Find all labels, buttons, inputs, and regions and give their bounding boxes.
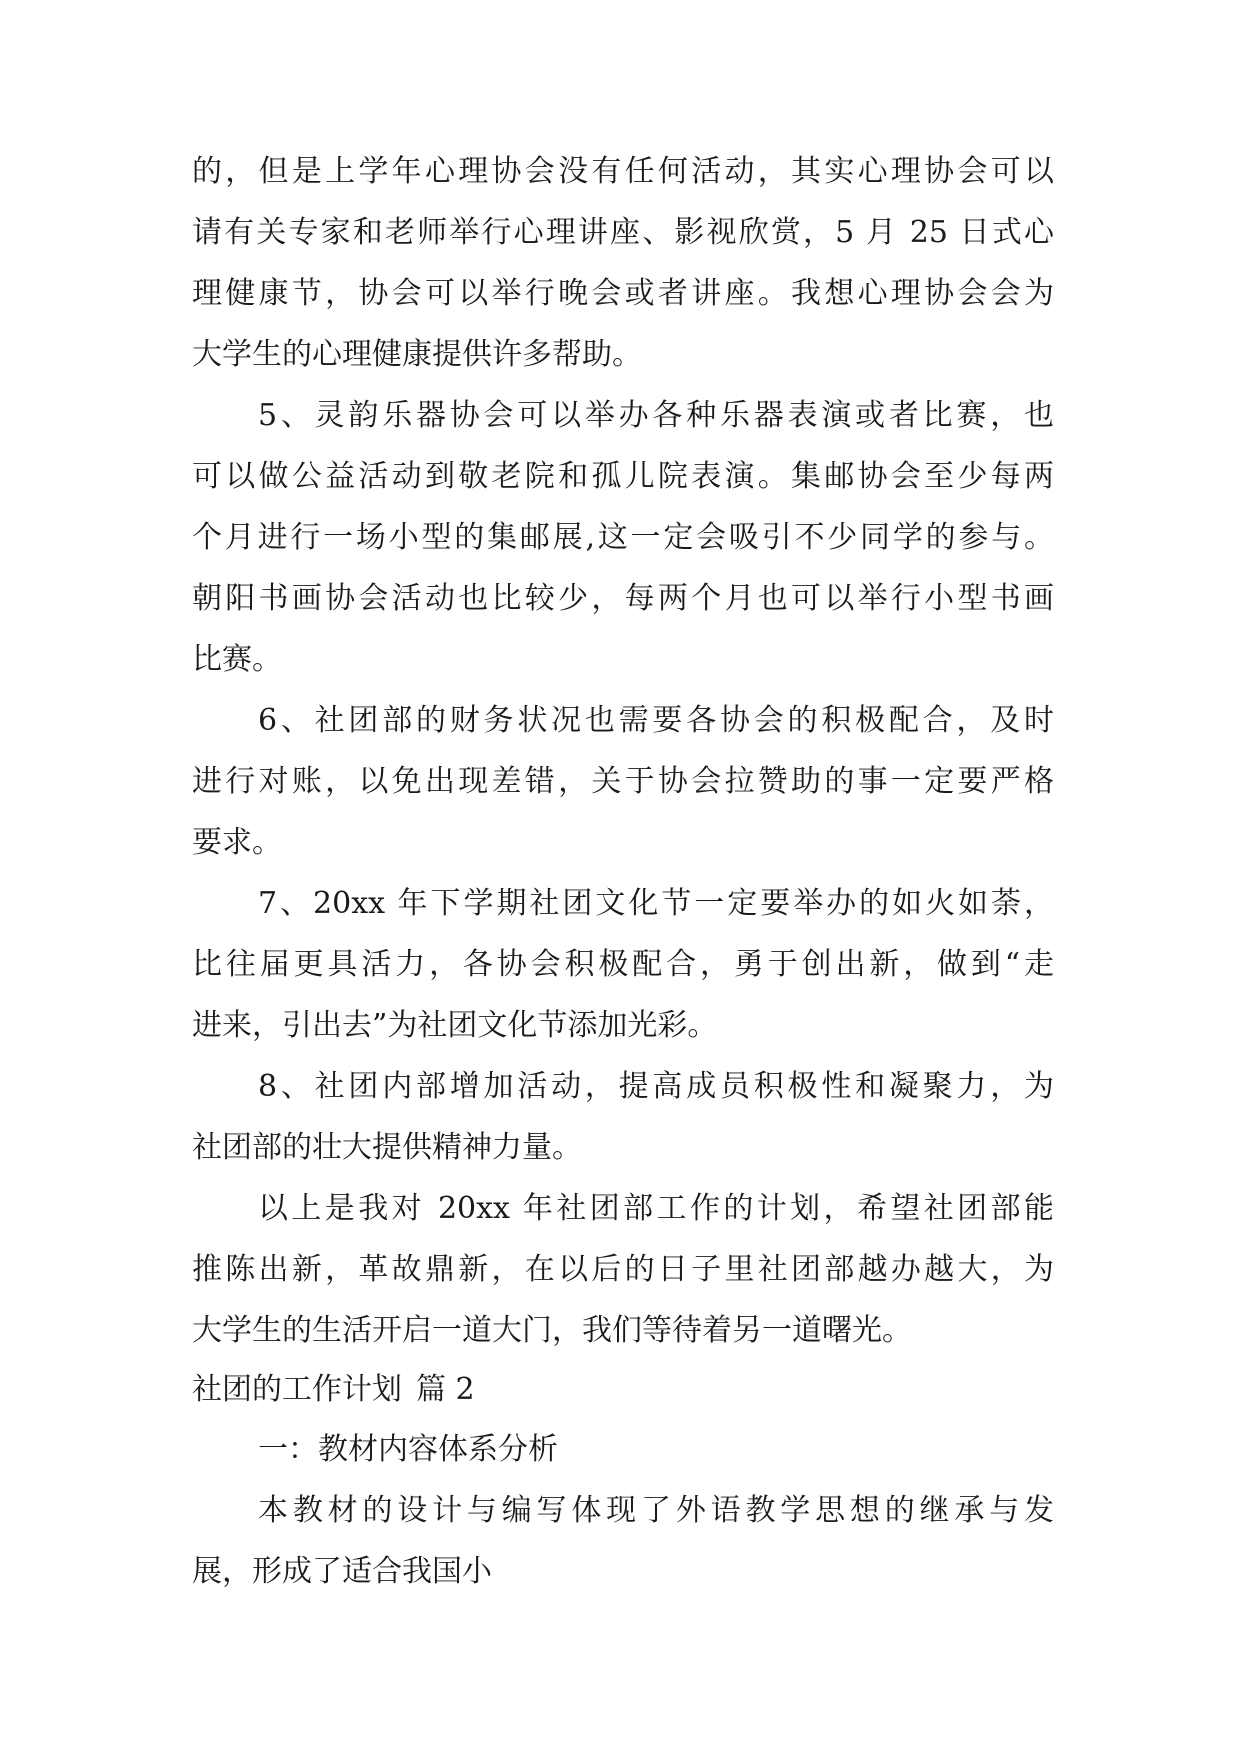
paragraph-line: 8、社团内部增加活动，提高成员积极性和凝聚力，为: [258, 1069, 1054, 1104]
paragraph-line: 进来，引出去”为社团文化节添加光彩。: [192, 1008, 718, 1043]
paragraph-line: 请有关专家和老师举行心理讲座、影视欣赏，5 月 25 日式心: [192, 215, 1054, 250]
paragraph-line: 本教材的设计与编写体现了外语教学思想的继承与发: [258, 1493, 1054, 1528]
section-heading-number: 篇 2: [416, 1372, 475, 1407]
paragraph-line: 可以做公益活动到敬老院和孤儿院表演。集邮协会至少每两: [192, 459, 1054, 494]
paragraph-line: 推陈出新，革故鼎新，在以后的日子里社团部越办越大，为: [192, 1252, 1054, 1287]
paragraph-line: 6、社团部的财务状况也需要各协会的积极配合，及时: [258, 703, 1054, 738]
paragraph-line: 5、灵韵乐器协会可以举办各种乐器表演或者比赛，也: [258, 398, 1054, 433]
document-body: [192, 141, 1054, 1602]
paragraph-line: 展，形成了适合我国小: [192, 1554, 492, 1589]
paragraph-line: 比赛。: [192, 642, 282, 677]
paragraph-line: 大学生的心理健康提供许多帮助。: [192, 337, 642, 372]
paragraph-line: 要求。: [192, 825, 282, 860]
subheading: 一：教材内容体系分析: [258, 1432, 558, 1467]
paragraph-line: 的，但是上学年心理协会没有任何活动，其实心理协会可以: [192, 154, 1054, 189]
paragraph-line: 7、20xx 年下学期社团文化节一定要举办的如火如荼，: [258, 886, 1054, 921]
section-heading: [192, 1361, 1054, 1419]
paragraph-line: 以上是我对 20xx 年社团部工作的计划，希望社团部能: [258, 1191, 1054, 1226]
paragraph-line: 理健康节，协会可以举行晚会或者讲座。我想心理协会会为: [192, 276, 1054, 311]
paragraph-line: 大学生的生活开启一道大门，我们等待着另一道曙光。: [192, 1313, 912, 1348]
paragraph-line: 进行对账，以免出现差错，关于协会拉赞助的事一定要严格: [192, 764, 1054, 799]
paragraph-line: 社团部的壮大提供精神力量。: [192, 1130, 582, 1165]
paragraph-line: 比往届更具活力，各协会积极配合，勇于创出新，做到“走: [192, 947, 1054, 982]
paragraph-line: 朝阳书画协会活动也比较少，每两个月也可以举行小型书画: [192, 581, 1054, 616]
section-heading-title: 社团的工作计划: [192, 1372, 402, 1407]
paragraph-line: 个月进行一场小型的集邮展,这一定会吸引不少同学的参与。: [192, 520, 1054, 555]
